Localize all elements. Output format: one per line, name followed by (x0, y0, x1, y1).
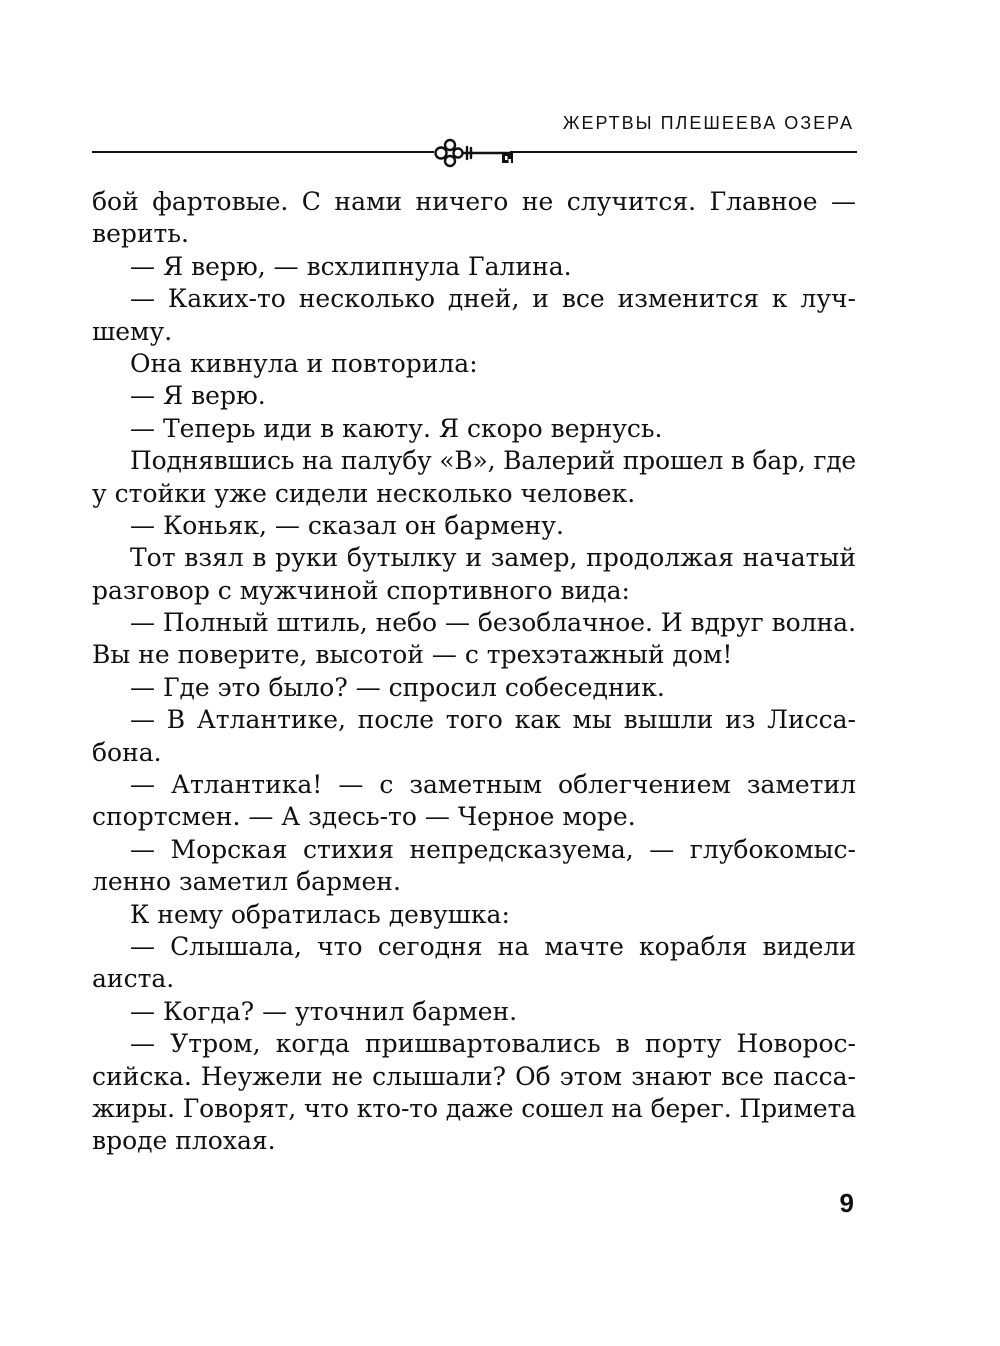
text-line: разговор с мужчиной спортивного вида: (92, 575, 630, 605)
text-line: — Полный штиль, небо — безоблачное. И вдруг волна. (130, 608, 856, 638)
text-line: Поднявшись на палубу «В», Валерий прошел в бар, где (130, 446, 856, 476)
text-line: — Утром, когда пришвартовались в порту Новорос- (130, 1029, 856, 1059)
text-line: бона. (92, 737, 162, 767)
text-line: — Где это было? — спросил собеседник. (130, 672, 665, 702)
text-line: — Я верю, — всхлипнула Галина. (130, 251, 572, 281)
text-line: сийска. Неужели не слышали? Об этом знают все пасса- (92, 1061, 856, 1091)
page-number: 9 (839, 1188, 854, 1218)
text-line: — Теперь иди в каюту. Я скоро вернусь. (130, 413, 663, 443)
text-line: Она кивнула и повторила: (130, 348, 478, 378)
text-line: вроде плохая. (92, 1126, 276, 1156)
text-line: — Морская стихия непредсказуема, — глубокомыс- (130, 834, 856, 864)
text-line: — В Атлантике, после того как мы вышли из Лисса- (130, 705, 856, 735)
header-rule-right (510, 151, 857, 153)
text-line: спортсмен. — А здесь-то — Черное море. (92, 802, 636, 832)
text-line: шему. (92, 316, 173, 346)
text-line: — Коньяк, — сказал он бармену. (130, 510, 564, 540)
text-line: жиры. Говорят, что кто-то даже сошел на берег. Примета (92, 1093, 856, 1123)
text-line: — Слышала, что сегодня на мачте корабля видели (130, 931, 856, 961)
text-line: — Когда? — уточнил бармен. (130, 996, 518, 1026)
text-line: К нему обратилась девушка: (130, 899, 510, 929)
text-line: Вы не поверите, высотой — с трехэтажный дом! (92, 640, 733, 670)
header-rule-left (92, 151, 434, 153)
text-line: — Каких-то несколько дней, и все изменится к луч- (130, 284, 856, 314)
text-line: аиста. (92, 964, 175, 994)
text-line: ленно заметил бармен. (92, 867, 401, 897)
text-line: у стойки уже сидели несколько человек. (92, 478, 636, 508)
text-line: — Я верю. (130, 381, 266, 411)
text-line: Тот взял в руки бутылку и замер, продолжая начатый (130, 543, 856, 573)
page-body (92, 186, 856, 1158)
key-icon (430, 136, 520, 170)
text-line: — Атлантика! — с заметным облегчением заметил (130, 770, 856, 800)
text-line: верить. (92, 219, 189, 249)
running-title: ЖЕРТВЫ ПЛЕШЕЕВА ОЗЕРА (562, 113, 854, 133)
text-line: бой фартовые. С нами ничего не случится. Главное — (92, 187, 856, 216)
